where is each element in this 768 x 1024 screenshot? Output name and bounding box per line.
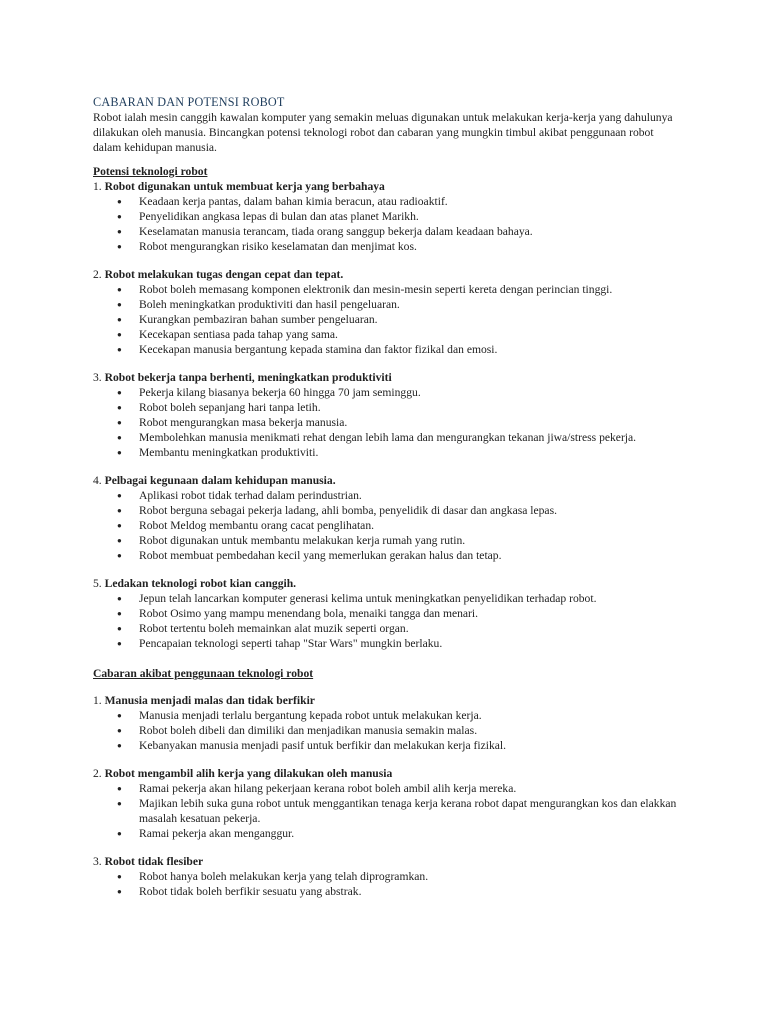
- list-item: ● Majikan lebih suka guna robot untuk menggantikan tenaga kerja kerana robot dapat mengurangkan kos dan elakkan masalah kesatuan pekerja.: [93, 796, 683, 826]
- group-number: 2.: [93, 767, 102, 780]
- list-item: ● Robot berguna sebagai pekerja ladang, ahli bomba, penyelidik di dasar dan angkasa lepas.: [93, 503, 683, 518]
- group-number: 4.: [93, 474, 102, 487]
- group-title: Robot bekerja tanpa berhenti, meningkatkan produktiviti: [104, 371, 392, 384]
- group-title: Pelbagai kegunaan dalam kehidupan manusia.: [104, 474, 336, 487]
- list-item: ● Membolehkan manusia menikmati rehat dengan lebih lama dan mengurangkan tekanan jiwa/stress pekerja.: [93, 430, 683, 445]
- list-item: ● Robot boleh sepanjang hari tanpa letih.: [93, 400, 683, 415]
- bullet-list: [93, 385, 683, 460]
- group-number: 2.: [93, 268, 102, 281]
- bullet-list: [93, 282, 683, 357]
- group-heading: [93, 473, 683, 488]
- list-item: ● Pekerja kilang biasanya bekerja 60 hingga 70 jam seminggu.: [93, 385, 683, 400]
- group-number: 1.: [93, 180, 102, 193]
- list-item: ● Aplikasi robot tidak terhad dalam perindustrian.: [93, 488, 683, 503]
- list-item: ● Boleh meningkatkan produktiviti dan hasil pengeluaran.: [93, 297, 683, 312]
- group-number: 5.: [93, 577, 102, 590]
- group-heading: [93, 854, 683, 869]
- document-page: [93, 95, 683, 899]
- group-number: 3.: [93, 855, 102, 868]
- list-item: ● Keadaan kerja pantas, dalam bahan kimia beracun, atau radioaktif.: [93, 194, 683, 209]
- list-item: ● Keselamatan manusia terancam, tiada orang sanggup bekerja dalam keadaan bahaya.: [93, 224, 683, 239]
- numbered-group: [93, 576, 683, 651]
- bullet-list: [93, 708, 683, 753]
- document-title: CABARAN DAN POTENSI ROBOT: [93, 95, 285, 109]
- list-item: ● Robot boleh dibeli dan dimiliki dan menjadikan manusia semakin malas.: [93, 723, 683, 738]
- bullet-list: [93, 488, 683, 563]
- bullet-list: [93, 781, 683, 841]
- list-item: ● Kebanyakan manusia menjadi pasif untuk berfikir dan melakukan kerja fizikal.: [93, 738, 683, 753]
- numbered-group: [93, 473, 683, 563]
- list-item: ● Manusia menjadi terlalu bergantung kepada robot untuk melakukan kerja.: [93, 708, 683, 723]
- numbered-group: [93, 854, 683, 899]
- section-heading: Cabaran akibat penggunaan teknologi robot: [93, 667, 314, 680]
- list-item: ● Robot tidak boleh berfikir sesuatu yang abstrak.: [93, 884, 683, 899]
- list-item: ● Robot tertentu boleh memainkan alat muzik seperti organ.: [93, 621, 683, 636]
- sections-container: [93, 164, 683, 899]
- intro-paragraph: Robot ialah mesin canggih kawalan komputer yang semakin meluas digunakan untuk melakukan kerja-kerja yang dahulunya dilakukan oleh manusia. Bincangkan potensi teknologi robot dan cabaran yang mungkin timbul akibat penggunaan robot dalam kehidupan manusia.: [93, 111, 673, 154]
- list-item: ● Jepun telah lancarkan komputer generasi kelima untuk meningkatkan penyelidikan terhadap robot.: [93, 591, 683, 606]
- group-heading: [93, 179, 683, 194]
- list-item: ● Robot Osimo yang mampu menendang bola, menaiki tangga dan menari.: [93, 606, 683, 621]
- group-title: Robot tidak flesiber: [104, 855, 204, 868]
- list-item: ● Pencapaian teknologi seperti tahap "Star Wars" mungkin berlaku.: [93, 636, 683, 651]
- list-item: ● Robot hanya boleh melakukan kerja yang telah diprogramkan.: [93, 869, 683, 884]
- group-title: Manusia menjadi malas dan tidak berfikir: [104, 694, 315, 707]
- group-title: Ledakan teknologi robot kian canggih.: [104, 577, 297, 590]
- group-title: Robot melakukan tugas dengan cepat dan tepat.: [104, 268, 344, 281]
- group-title: Robot digunakan untuk membuat kerja yang berbahaya: [104, 180, 385, 193]
- section-heading: Potensi teknologi robot: [93, 165, 208, 178]
- group-heading: [93, 370, 683, 385]
- group-number: 3.: [93, 371, 102, 384]
- bullet-list: [93, 194, 683, 254]
- group-heading: [93, 693, 683, 708]
- group-title: Robot mengambil alih kerja yang dilakukan oleh manusia: [104, 767, 393, 780]
- list-item: ● Kurangkan pembaziran bahan sumber pengeluaran.: [93, 312, 683, 327]
- list-item: ● Robot mengurangkan risiko keselamatan dan menjimat kos.: [93, 239, 683, 254]
- numbered-group: [93, 693, 683, 753]
- numbered-group: [93, 179, 683, 254]
- list-item: ● Penyelidikan angkasa lepas di bulan dan atas planet Marikh.: [93, 209, 683, 224]
- list-item: ● Robot membuat pembedahan kecil yang memerlukan gerakan halus dan tetap.: [93, 548, 683, 563]
- group-heading: [93, 267, 683, 282]
- list-item: ● Robot boleh memasang komponen elektronik dan mesin-mesin seperti kereta dengan perincian tinggi.: [93, 282, 683, 297]
- list-item: ● Kecekapan manusia bergantung kepada stamina dan faktor fizikal dan emosi.: [93, 342, 683, 357]
- group-heading: [93, 576, 683, 591]
- bullet-list: [93, 869, 683, 899]
- list-item: ● Ramai pekerja akan hilang pekerjaan kerana robot boleh ambil alih kerja mereka.: [93, 781, 683, 796]
- list-item: ● Kecekapan sentiasa pada tahap yang sama.: [93, 327, 683, 342]
- list-item: ● Robot mengurangkan masa bekerja manusia.: [93, 415, 683, 430]
- bullet-list: [93, 591, 683, 651]
- list-item: ● Ramai pekerja akan menganggur.: [93, 826, 683, 841]
- numbered-group: [93, 766, 683, 841]
- group-number: 1.: [93, 694, 102, 707]
- list-item: ● Robot digunakan untuk membantu melakukan kerja rumah yang rutin.: [93, 533, 683, 548]
- list-item: ● Robot Meldog membantu orang cacat penglihatan.: [93, 518, 683, 533]
- group-heading: [93, 766, 683, 781]
- numbered-group: [93, 370, 683, 460]
- list-item: ● Membantu meningkatkan produktiviti.: [93, 445, 683, 460]
- numbered-group: [93, 267, 683, 357]
